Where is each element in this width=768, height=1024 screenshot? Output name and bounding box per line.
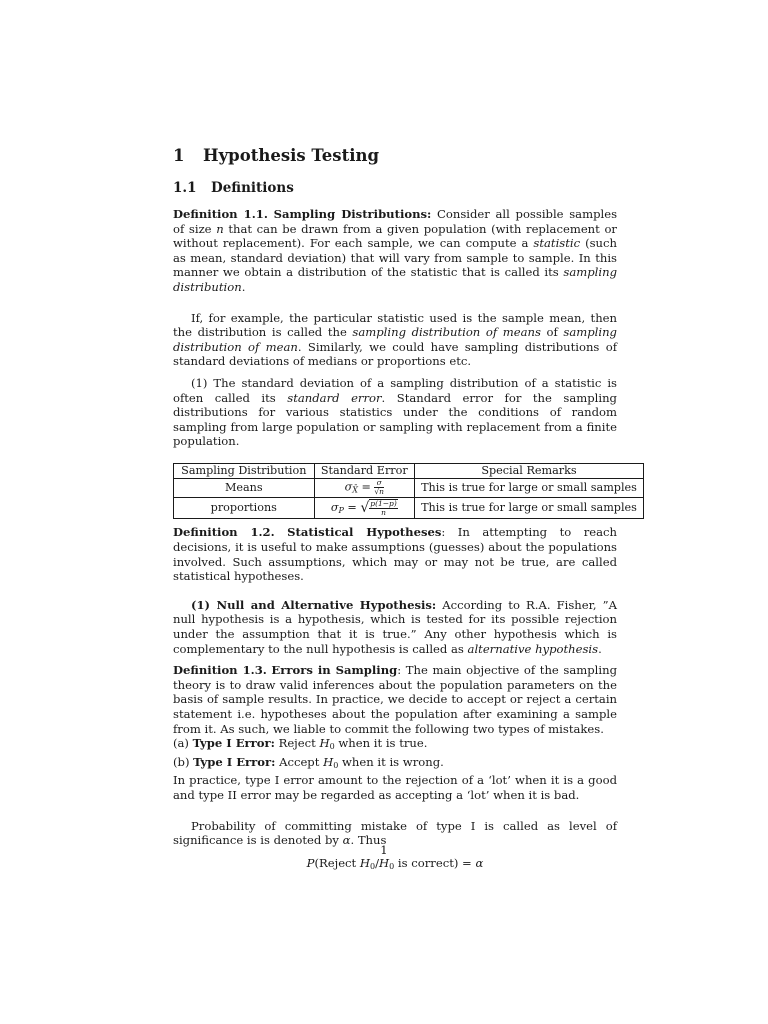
square-root: √ $\frac{p(1-p)}{n}$ [360,498,397,517]
para2-em: sampling distribution of means [352,325,541,340]
prob-text: . Thus [350,833,387,848]
table-cell-formula: $\sigma_P$ = √ $\frac{p(1-p)}{n}$ [314,498,414,519]
item-label: Type I Error: [192,736,275,751]
paragraph-standard-error [173,376,617,449]
section-number: 1 [173,146,185,165]
page-number: 1 [380,843,388,857]
def2-text: : In attempting to reach decisions, it is useful to make assumptions (guesses) about the populations involved. Such assumptions, which may or may not be true, are called statistical hypotheses. [173,525,618,584]
fraction-numerator: σ [374,479,384,488]
table-cell-remark: This is true for large or small samples [415,498,644,519]
para3-text: . Standard error for the sampling distributions for various statistics under the conditions of random sampling from large population or sampling with replacement from a finite population. [173,390,617,449]
h-subscript: 0 [329,742,335,752]
fraction-denominator: √n [374,486,385,496]
em-sampling-distribution: sampling distribution [173,265,617,294]
eq-text: is correct) = [394,855,476,870]
def2-heading: Statistical Hypotheses [287,525,442,540]
eq-alpha: α [475,855,484,870]
fraction-numerator: p(1−p) [370,498,397,508]
sigma-symbol: σ [330,500,339,514]
def1-text: that can be drawn from a given population (with replacement or without replacement). For each sample, we can compute a [173,221,617,251]
eq-slash: / [375,855,380,870]
alpha-symbol: α [342,833,351,848]
def3-heading: Errors in Sampling [271,663,398,678]
section-heading [173,146,617,166]
eq-h: H [359,855,371,870]
equation-type-i [173,856,617,875]
var-n: n [216,221,224,236]
table-cell-remark: This is true for large or small samples [415,478,644,498]
null-alt-heading: (1) Null and Alternative Hypothesis: [191,597,437,612]
item-text: Reject [274,736,320,751]
table-row [174,478,644,498]
section-title: Hypothesis Testing [203,146,380,165]
def1-label: Definition 1.1. [173,207,268,221]
para3-text: (1) The standard deviation of a sampling distribution of a statistic is often called its [173,375,617,405]
para3-em: standard error [287,390,382,405]
sigma-symbol: σ [344,480,353,494]
paragraph-sample-mean [173,311,617,369]
item-prefix: (a) [173,736,193,751]
definition-1-2 [173,525,617,583]
definition-1-1 [173,207,617,295]
def1-heading: Sampling Distributions: [273,207,432,221]
item-prefix: (b) [173,754,194,769]
def1-text: Consider all possible samples of size [173,207,618,236]
table-cell-distribution: Means [174,478,315,498]
null-alternative-hypothesis [173,598,617,656]
def1-text: (such as mean, standard deviation) that will vary from sample to sample. In this manner we obtain a distribution of the statistic that is called its [173,236,617,280]
definition-1-3 [173,663,617,736]
table-row [174,498,644,519]
item-text: when it is true. [334,736,428,751]
standard-error-table [173,463,644,520]
em-statistic: statistic [533,236,581,251]
para2-text: If, for example, the particular statistic used is the sample mean, then the distribution is called the [173,310,617,340]
null-alt-em: alternative hypothesis [467,641,599,656]
eq-h: H [379,855,390,870]
type-error-b [173,755,617,774]
page-body [173,146,637,874]
eq-subscript: 0 [370,861,376,871]
item-label: Type I Error: [193,754,276,769]
subsection-number: 1.1 [173,180,197,196]
table-header: Sampling Distribution [174,463,315,478]
subsection-heading [173,180,617,197]
eq-subscript: 0 [389,861,395,871]
fraction [369,500,398,517]
def3-closing: In practice, type I error amount to the rejection of a ‘lot’ when it is a good and type II error may be regarded as accepting a ‘lot’ when it is bad. [173,773,617,802]
h-symbol: H [323,754,334,769]
h-symbol: H [319,736,330,751]
item-text: Accept [275,754,324,769]
item-text: when it is wrong. [338,754,444,769]
para2-text: . Similarly, we could have sampling distributions of standard deviations of medians or proportions etc. [173,339,617,369]
formula-subscript: X̄ [352,485,358,495]
null-alt-text: . [598,641,602,656]
subsection-title: Definitions [211,180,294,196]
type-error-a [173,736,617,755]
table-header: Special Remarks [415,463,644,478]
fraction-denominator: n [381,507,386,517]
prob-text: Probability of committing mistake of type I is called as level of significance is is denoted by [173,818,617,848]
def1-text: . [241,279,246,294]
null-alt-text: According to R.A. Fisher, ”A null hypothesis is a hypothesis, which is tested for its possible rejection under the assumption that it is true.” Any other hypothesis which is complementary to the null hypothesis is called as [173,597,617,656]
table-cell-formula: $\sigma_{X̄}$ = $\frac{\sigma}{√n}$ [314,478,414,498]
table-header-row [174,463,644,478]
eq-text: (Reject [314,855,360,870]
table-header: Standard Error [314,463,414,478]
def3-text: : The main objective of the sampling theory is to draw valid inferences about the population parameters on the basis of sample results. In practice, we decide to accept or reject a certain statement i.e. hypotheses about the population after examining a sample from it. As such, we liable to commit the following two types of mistakes. [173,663,617,736]
def3-label: Definition 1.3. [173,663,267,678]
para2-em: sampling distribution of mean [173,325,617,354]
h-subscript: 0 [333,760,339,770]
def2-label: Definition 1.2. [173,525,275,540]
para2-text: of [540,325,564,340]
table-cell-distribution: proportions [174,498,315,519]
fraction [374,479,384,496]
formula-subscript: P [338,505,344,515]
eq-p: P [306,855,315,870]
